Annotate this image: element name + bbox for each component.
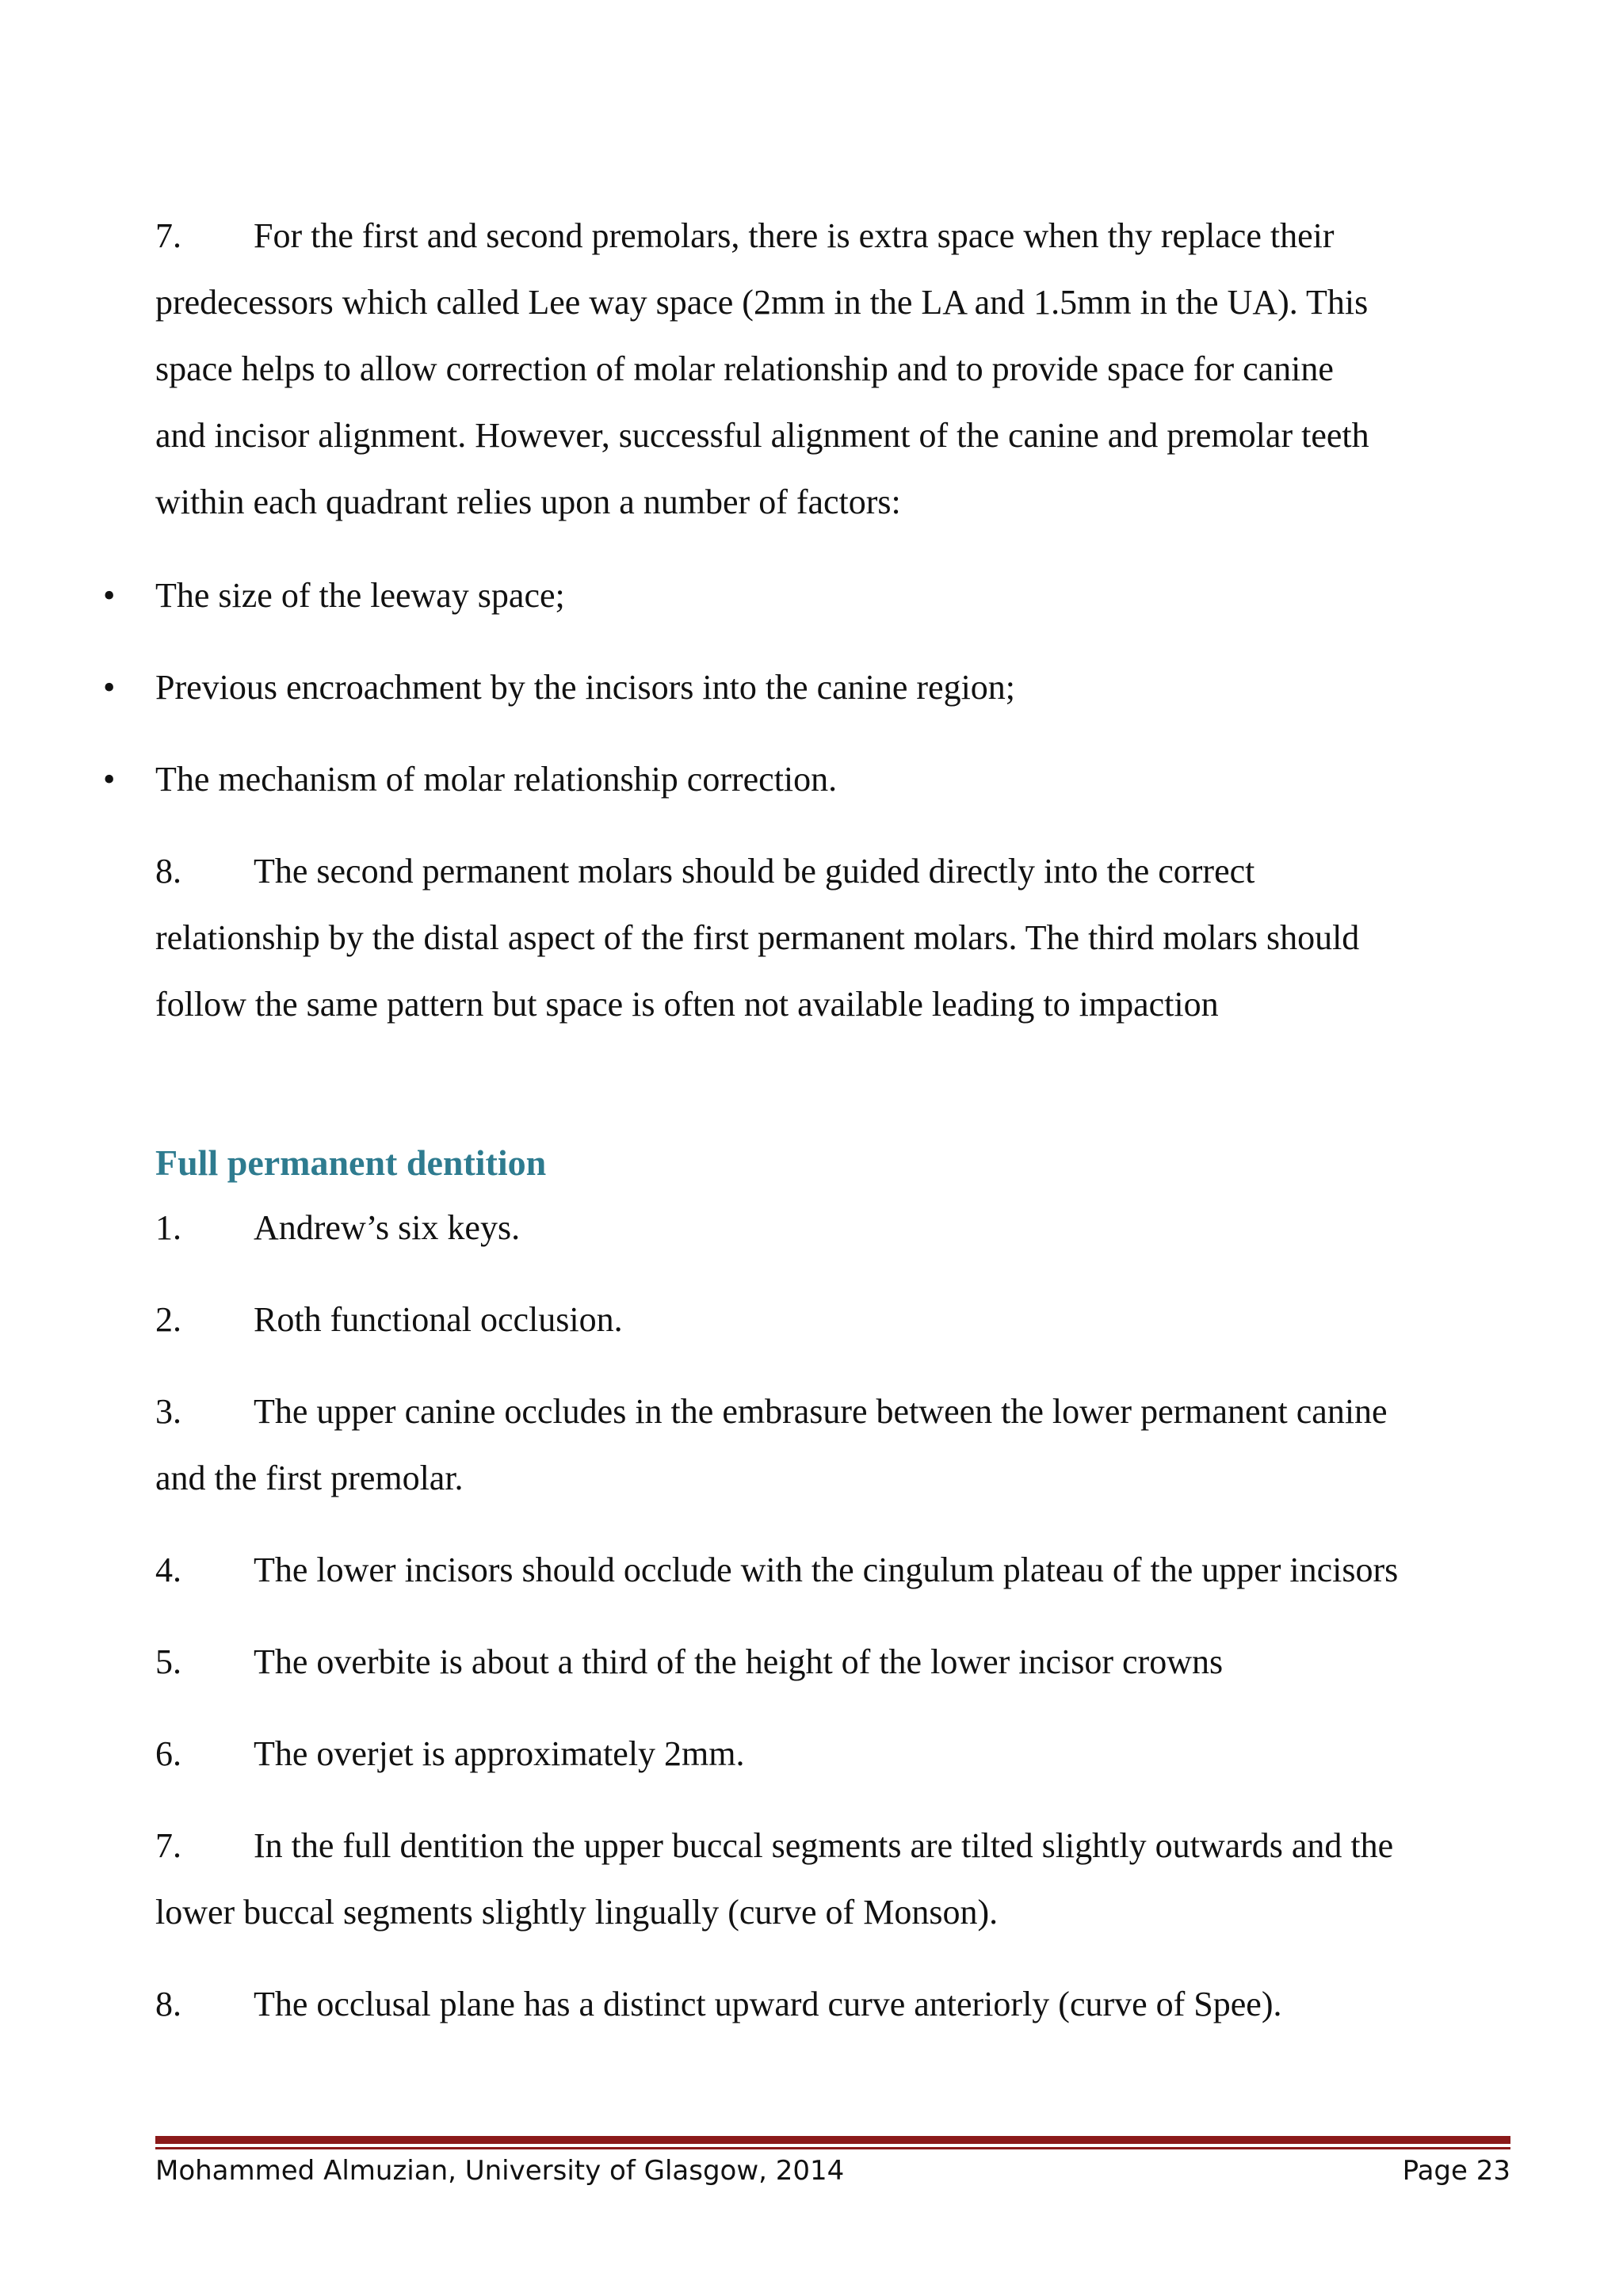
list-item-number: 4. [155,1550,181,1589]
paragraph-8-line-1 [155,838,1254,905]
bullet-icon: • [103,576,116,615]
footer-rule-thin [155,2147,1510,2149]
bullet-icon: • [103,668,116,707]
paragraph-7-line-4: and incisor alignment. However, successful alignment of the canine and premolar teeth [155,416,1369,455]
list-item-text: The lower incisors should occlude with the cingulum plateau of the upper incisors [254,1550,1399,1589]
list-item-number: 7. [155,1826,181,1865]
paragraph-text: The second permanent molars should be guided directly into the correct [254,852,1255,891]
list-item [155,1537,1398,1604]
bullet-text: The size of the leeway space; [155,576,565,615]
paragraph-number: 7. [155,216,181,255]
list-item-number: 1. [155,1208,181,1247]
list-item-number: 3. [155,1392,181,1431]
paragraph-number: 8. [155,852,181,891]
list-item-text: Roth functional occlusion. [254,1300,623,1339]
list-item [155,1721,745,1787]
list-item [155,1195,520,1261]
list-item [155,1287,623,1353]
bullet-icon: • [103,760,116,799]
paragraph-7-line-3: space helps to allow correction of molar relationship and to provide space for canine [155,349,1334,388]
bullet-text: Previous encroachment by the incisors into the canine region; [155,668,1016,707]
list-item-text: Andrew’s six keys. [254,1208,521,1247]
list-item-number: 8. [155,1985,181,2023]
footer-author: Mohammed Almuzian, University of Glasgow, 2014 [155,2155,845,2187]
paragraph-8-line-2: relationship by the distal aspect of the first permanent molars. The third molars should [155,918,1360,957]
list-item-text: The overbite is about a third of the height of the lower incisor crowns [254,1642,1224,1681]
page-number: Page 23 [1402,2155,1510,2187]
footer-rule-thick [155,2136,1510,2144]
paragraph-7-line-2: predecessors which called Lee way space (2mm in the LA and 1.5mm in the UA). This [155,283,1369,322]
list-item [155,1629,1223,1695]
list-item-text: The upper canine occludes in the embrasure between the lower permanent canine [254,1392,1388,1431]
list-item-continuation: and the first premolar. [155,1459,464,1497]
list-item [155,1813,1393,1879]
list-item-text: The overjet is approximately 2mm. [254,1734,745,1773]
list-item-number: 6. [155,1734,181,1773]
list-item-text: In the full dentition the upper buccal segments are tilted slightly outwards and the [254,1826,1394,1865]
section-heading: Full permanent dentition [155,1142,547,1183]
list-item-number: 2. [155,1300,181,1339]
list-item [155,1379,1388,1445]
paragraph-7-line-5: within each quadrant relies upon a number of factors: [155,482,901,521]
list-item-text: The occlusal plane has a distinct upward curve anteriorly (curve of Spee). [254,1985,1282,2023]
paragraph-8-line-3: follow the same pattern but space is often not available leading to impaction [155,985,1219,1024]
bullet-text: The mechanism of molar relationship correction. [155,760,838,799]
list-item-continuation: lower buccal segments slightly lingually (curve of Monson). [155,1893,999,1932]
paragraph-text: For the first and second premolars, there is extra space when thy replace their [254,216,1335,255]
list-item [155,1971,1281,2038]
paragraph-7-line-1 [155,203,1334,269]
list-item-number: 5. [155,1642,181,1681]
